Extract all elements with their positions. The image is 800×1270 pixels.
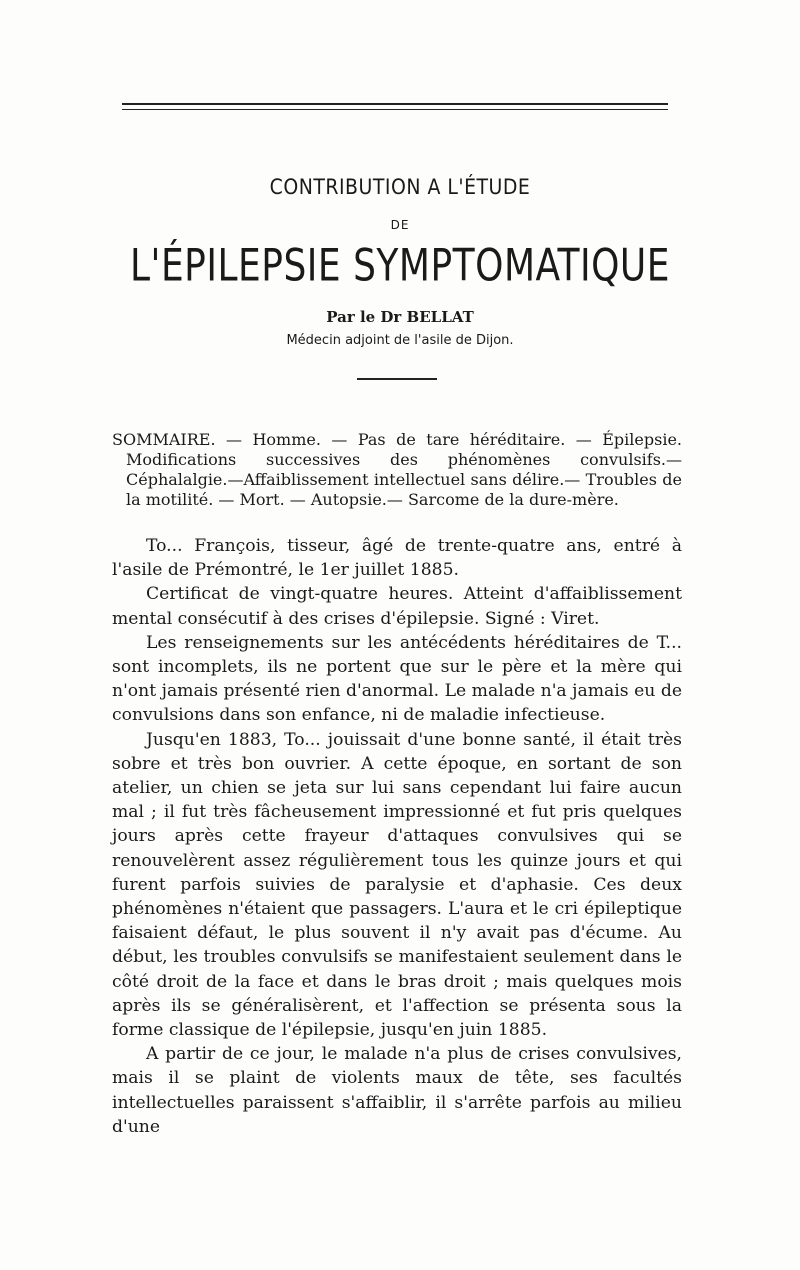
summary-paragraph [112, 430, 682, 510]
paragraph: Jusqu'en 1883, To... jouissait d'une bonne santé, il était très sobre et très bon ouvrier. A cette époque, en sortant de son atelier, un chien se jeta sur lui sans cependant lui faire aucun mal ; il fut très fâcheusement impressionné et fut pris quelques jours après cette frayeur d'attaques convulsives qui se renouvelèrent assez régulièrement tous les quinze jours et qui furent parfois suivies de paralysie et d'aphasie. Ces deux phénomènes n'étaient que passagers. L'aura et le cri épileptique faisaient défaut, le plus souvent il n'y avait pas d'écume. Au début, les troubles convulsifs se manifestaient seulement dans le côté droit de la face et dans le bras droit ; mais quelques mois après ils se généralisèrent, et l'affection se présenta sous la forme classique de l'épilepsie, jusqu'en juin 1885. [112, 729, 682, 1041]
header-rule [122, 103, 668, 105]
summary-text: — Homme. — Pas de tare héréditaire. — Épilepsie. Modifications successives des phénomènes convulsifs.—Céphalalgie.—Affaiblissement intellectuel sans délire.— Troubles de la motilité. — Mort. — Autopsie.— Sarcome de la dure-mère. [126, 430, 682, 509]
summary-label: SOMMAIRE. [112, 430, 216, 449]
paragraph: Certificat de vingt-quatre heures. Atteint d'affaiblissement mental consécutif à des crises d'épilepsie. Signé : Viret. [112, 584, 682, 629]
series-title: CONTRIBUTION A L'ÉTUDE [269, 175, 531, 199]
body-text [112, 534, 682, 1139]
author-affiliation: Médecin adjoint de l'asile de Dijon. [286, 333, 514, 348]
header-rule-thin [122, 109, 668, 110]
title-divider [357, 378, 437, 380]
main-title: L'ÉPILEPSIE SYMPTOMATIQUE [130, 240, 670, 292]
summary-block [112, 430, 682, 510]
paragraph: Les renseignements sur les antécédents héréditaires de T... sont incomplets, ils ne portent que sur le père et la mère qui n'ont jamais présenté rien d'anormal. Le malade n'a jamais eu de convulsions dans son enfance, ni de maladie infectieuse. [112, 632, 682, 726]
title-connector: DE [390, 218, 410, 232]
paragraph: To... François, tisseur, âgé de trente-quatre ans, entré à l'asile de Prémontré, le 1er juillet 1885. [112, 536, 682, 581]
author-line: Par le Dr BELLAT [326, 308, 474, 326]
paragraph: A partir de ce jour, le malade n'a plus de crises convulsives, mais il se plaint de violents maux de tête, ses facultés intellectuelles paraissent s'affaiblir, il s'arrête parfois au milieu d'une [112, 1044, 682, 1137]
